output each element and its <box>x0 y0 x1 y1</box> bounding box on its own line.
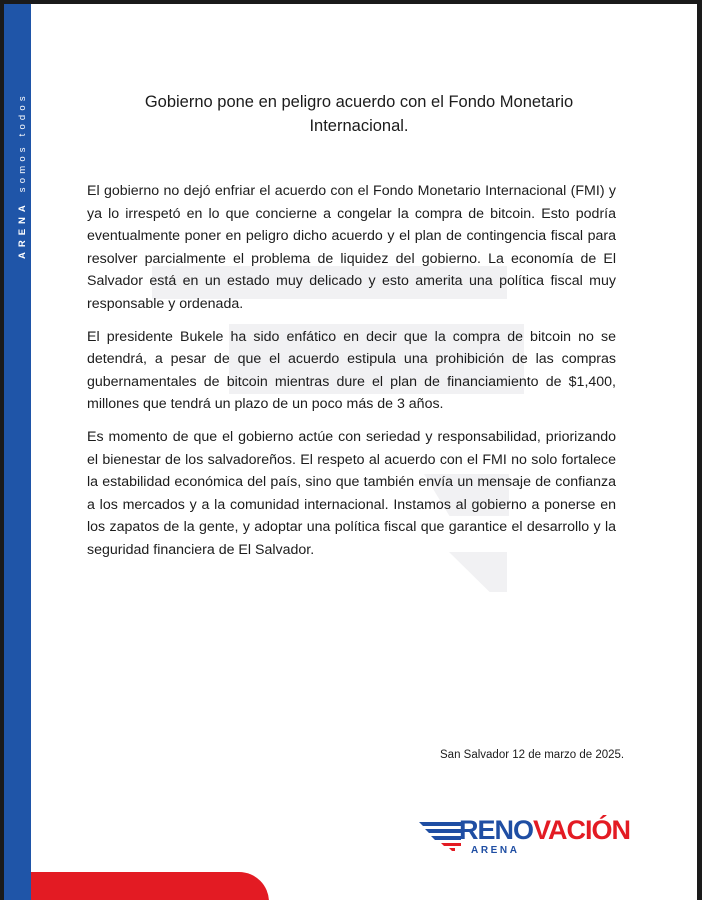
brand-sidebar <box>4 4 31 900</box>
footer-red-bar <box>31 872 269 900</box>
paragraph-1: El gobierno no dejó enfriar el acuerdo con el Fondo Monetario Internacional (FMI) y ya lo irrespetó en lo que concierne a congelar la compra de bitcoin. Esto podría eventualmente poner en peligro dicho acuerdo y el plan de contingencia fiscal para resolver parcialmente el problema de liquidez del gobierno. La economía de El Salvador está en un estado muy delicado y esto amerita una política fiscal muy responsable y ordenada. <box>87 183 616 312</box>
date-line: San Salvador 12 de marzo de 2025. <box>440 749 625 761</box>
speed-lines-icon <box>419 822 463 852</box>
paragraph-3: Es momento de que el gobierno actúe con seriedad y responsabilidad, priorizando el bienestar de los salvadoreños. El respeto al acuerdo con el FMI no solo fortalece la estabilidad económica del país, sino que también envía un mensaje de confianza a los mercados y a la comunidad internacional. Instamos al gobierno a ponerse en los zapatos de la gente, y adoptar una política fiscal que garantice el desarrollo y la seguridad financiera de El Salvador. <box>87 428 616 558</box>
logo-wordmark <box>459 814 630 846</box>
document-title <box>64 90 654 138</box>
renovacion-logo <box>419 814 649 858</box>
document-page <box>4 4 697 900</box>
sidebar-brand: ARENA <box>17 200 28 259</box>
logo-part-red: VACIÓN <box>533 815 631 845</box>
title-line-1: Gobierno pone en peligro acuerdo con el Fondo Monetario <box>144 93 574 111</box>
sidebar-tagline: somos todos <box>17 92 28 193</box>
document-body <box>87 180 616 572</box>
paragraph-2: El presidente Bukele ha sido enfático en decir que la compra de bitcoin no se detendrá, a pesar de que el acuerdo estipula una prohibición de las compras gubernamentales de bitcoin mientras dure el plan de financiamiento de $1,400, millones que tendrá un plazo de un poco más de 3 años. <box>87 328 616 413</box>
sidebar-slogan <box>17 92 28 259</box>
logo-part-blue: RENO <box>459 815 534 845</box>
title-line-2: Internacional. <box>309 117 409 135</box>
logo-subtitle: ARENA <box>471 845 520 856</box>
